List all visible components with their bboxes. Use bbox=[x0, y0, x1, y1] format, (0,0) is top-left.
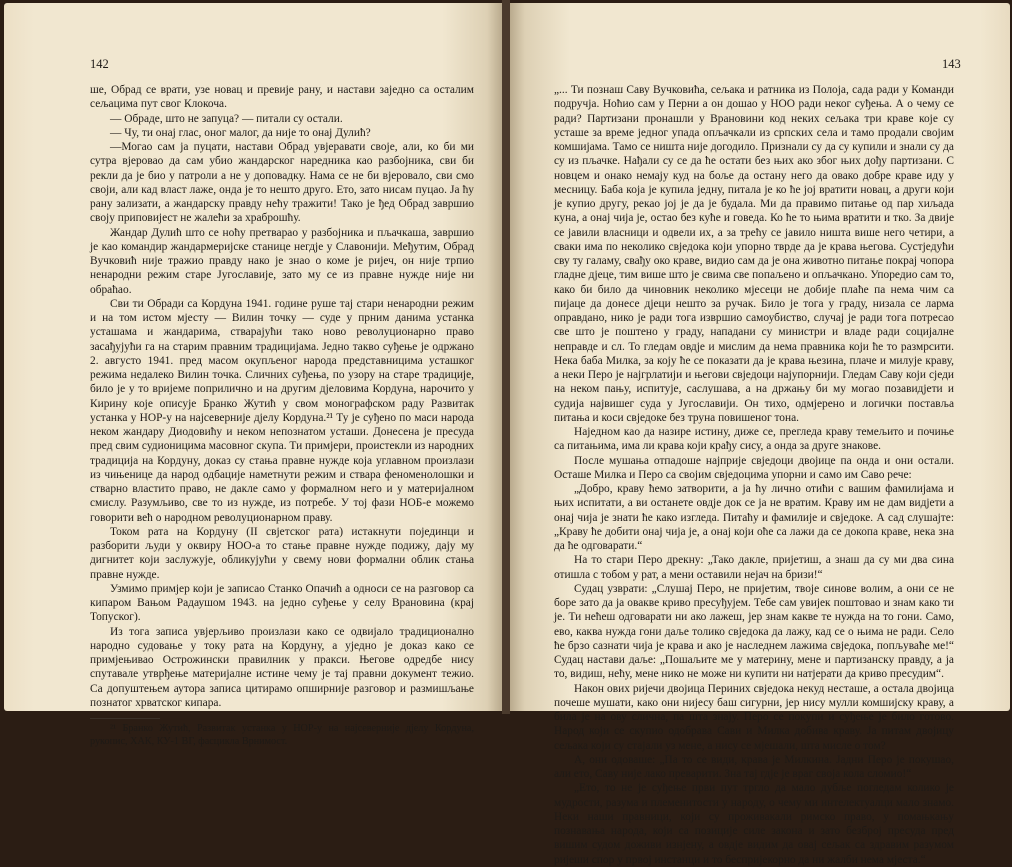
paragraph: После мушања отпадоше најприје свједоци двојице па онда и они остали. Осташе Милка и Перо са својим свједоцима упорни и само им Саво рече: bbox=[554, 454, 954, 481]
left-page bbox=[4, 3, 502, 747]
page-number: 143 bbox=[942, 57, 961, 71]
paragraph: ше, Обрад се врати, узе новац и превије рану, и настави заједно са осталим сељацима пут свог Клокоча. bbox=[90, 84, 474, 111]
paragraph: Узмимо примјер који је записао Станко Опачић а односи се на разговор са кипаром Вањом Радаушом 1943. на једно суђење у селу Врановина (крај Топуског). bbox=[90, 582, 474, 624]
dialogue-line: — Обраде, што не запуца? — питали су остали. bbox=[110, 112, 343, 125]
paragraph: Из тога записа увјерљиво произлази како се одвијало традиционално народно судовање у току рата на Кордуну, а уједно је доказ како се примјењивао Острожински правилник у пракси. Његове одредбе нису спутавале утврђење материјалне истине чему је тај правни документ тежио. Са допуштењем аутора записа цитирамо опширније разговор и размишљање познатог хрватског кипара. bbox=[90, 625, 474, 709]
left-page-body bbox=[90, 83, 474, 748]
paragraph: Сви ти Обради са Кордуна 1941. године руше тај стари ненародни режим и на том истом мјесту — Вилин точку — суде у прним данима устанка усташама и жандарима, стварајући тако ново револуционарно право засађујући га на старим правним традицијама. Једно такво суђење је одржано 2. августо 1941. пред масом окупљеног народа представницима усташког режима недалеко Вилин точка. Сличних суђења, по узору на старе традиције, било је у то вријеме поприлично и на другим дјеловима Кордуна, нарочито у Кирину које описује Бранко Жутић у свом монографском раду Развитак устанка у НОР-у на најсеверније дјелу Кордуна.²¹ Ту је суђено по маси народа неком жандару Диодовићу и неком непознатом усташи. Донесена је пресуда пред свим судионицима масовног скупа. Ти примјери, проистекли из народних традиција на Кордуну, доказ су стања правне нужде која углавном произлази из чињенице да народ одбације наметнути режим и ствара феноменолошки и стварно властито право, не дакле само у формалном него и у материјалном смислу. Разумљиво, све то из нужде, из потребе. У тој фази НОБ-е можемо говорити већ о народном револуционарном праву. bbox=[90, 297, 474, 524]
paragraph: —Могао сам ја пуцати, настави Обрад увјеравати своје, али, ко би ми сутра вјеровао да сам убио жандарског наредника као разбојника, сви би рекли да је био у патроли а не у доповадку. Нама се не би вјеровало, сви смо своји, али кад власт лаже, онда је то нешто друго. Ето, зато нисам пуцао. Ја ћу рану зализати, а жандарску правду нећу тражити! Тако је ђед Обрад завршио своју приповијест не жалећи за храброшћу. bbox=[90, 141, 474, 225]
paragraph: Судац узврати: „Слушај Перо, не пријетим, твоје синове волим, а они се не боре зато да ја овакве криво пресуђујем. Тебе сам увијек поштовао и знам како ти је. Ти нећеш одговарати ни ако лажеш, јер знам какве те нужда на то гони. Само, ево, каква нужда гони даље толико свједока да лажу, кад се о њима не ради. Село ће брзо сазнати чија је крава и ако је наследнем лажима свједока, попљуваће ме!“ Судац настави даље: „Пошаљите ме у материну, мене и партизанску правду, а ја то, видиш, нећу, мене нико не може ни купити ни натјерати да криво пресудим“. bbox=[554, 582, 954, 681]
paragraph: „Ето, то не је суђење први пут тргло да мало дубље погледам колико је мудрости, разума и племенитости у народу, о чему ми интелектуалци мало знамо. Неки наши правници, који су проживакали римско право, у помањкању познавања народа, који са позиције силе закона и зато безброј пресуда пред вишим судом доживи изнјену, а овдје видим да овај сељак са здравим разумом ријеши спор у првој инстанци и то беспријекорно да ни жалби нема мјеста.“ bbox=[554, 782, 954, 866]
book-gutter bbox=[502, 0, 510, 714]
paragraph: А, они одоваше: „Па то се види, крава је Милкина. Јадни Перо је покушао, али ето, Саву није лако преварити. Зна тај гдје је враг своја кола сломио!“ bbox=[554, 753, 954, 780]
paragraph: На то стари Перо дрекну: „Тако дакле, пријетиш, а знаш да су ми два сина отишла с тобом у рат, а мени оставили нејач на бризи!“ bbox=[554, 554, 954, 581]
paragraph: Жандар Дулић што се ноћу претварао у разбојника и пљачкаша, завршио је као командир жандармеријске станице негдје у Славонији. Међутим, Обрад Вучковић није тражио правду нако је знао о коме је ријеч, он није трпио ненародни режим старе Југославије, зато му се из правне нужде није ни обраћао. bbox=[90, 226, 474, 296]
right-page bbox=[510, 3, 1010, 866]
paragraph: „Добро, краву ћемо затворити, а ја ћу лично отићи с вашим фамилијама и њих испитати, а ви останете овдје док се ја не вратим. Краву им не дам видјети а онај чија је знати ће како изгледа. Питаћу и фамилије и свједоке. А сад слушајте: „Краву ће добити онај чија је, а онај који оће са лажи да се докопа краве, нека зна да ће одговарати.“ bbox=[554, 483, 954, 552]
paragraph: Наједнoм као да назире истину, диже се, прегледа краву темељито и почиње са питањима, има ли крава који крађу сису, а онда за друге знакове. bbox=[554, 426, 954, 453]
page-number: 142 bbox=[90, 57, 109, 71]
footnote: ²¹ Бранко Жутић, Развитак устанка у НОР-у на најсеверније дјелу Кордуна, рукопис, ХАК, КУ-1 ВГ, фасцикла Врнимост. bbox=[90, 723, 474, 747]
footnote-divider bbox=[90, 718, 160, 719]
paragraph: Током рата на Кордуну (II свјетског рата) истакнути појединци и разборити људи у оквиру НОО-а то стање правне нужде подижу, дају му дигнитет који заслужује, обликујући у свему нови формални облик стања правне нужде. bbox=[90, 525, 474, 581]
dialogue-line: — Чу, ти онај глас, оног малог, да није то онај Дулић? bbox=[110, 126, 371, 139]
paragraph: Након ових ријечи двојица Периних свједока некуд несташе, а остала двојица почеше мушати, како они нијесу баш сигурни, јер нису мулли комшијску краву, а била је на ову слична, па шта знају. Перо се покупи и суђење је било готово. Народ који се скупио одобрава Сави и Милка добива краву. Ја питам двојицу сељака који су стајали уз мене, а нису се мјешали, шта мисле о том? bbox=[554, 682, 954, 752]
right-page-body bbox=[554, 83, 954, 867]
paragraph: „... Ти познаш Саву Вучковића, сељака и ратника из Полоја, сада ради у Команди подручја. Ноћио сам у Перни а он дошао у НОО ради неког суђења. А о чему се ради? Партизани пронашли у Врановини код неких сељака три краве које су усташе за време једног упада опљачкали из српских села и тамо продали својим комшијама. Тамо се ништа није догодило. Признали су да су купили и знали су да су из пљачке. Нађали су се да ће остати без њих ако због њих дођу партизани. С новцем и онако немају куд на боље да остану него да овако добре краве иду у месницу. Баба која је купила једну, питала је ко ће јој вратити новац, а други који је купио другу, рекао јој је да је будала. Ми да правимо питање од пар хиљада куна, а онај чија је, остао без куће и говеда. Ко ће то њима вратити и тко. За двије се јавили власници и одвели их, а за трећу се јавило ништа више него четири, а сваки има по неколико свједока који упорно тврде да је крава његова. Сустједући сву ту галаму, свађу око краве, видио сам да је она животно питање покрај чопора гладне дјеце, тим више што је свима све попаљено и опљачкано. Упоредио сам то, како би било да чиновник неколико мјесеци не добије плаће па нема чим са пијаце да донесе дјеци нешто за ручак. Било је тога у граду, низала се ларма оправдано, нико је ради тога извршио самоубиство, случај је ради тога потресао све што је поштено у граду, нападани су министри и владе ради социјалне неправде и сл. То гледам овдје и мислим да нема правника који ће то размрсити. Нека баба Милка, за коју ће се показати да је крава њезина, плаче и милује краву, а неки Перо је најгрлатији и његови свједоци најупорнији. Гледам Саву који сједи на неком пању, испитује, саслушава, а на држању би му могао позавидјети и судија највишег суда у Југославији. Он тихо, одмјерено и логички поставља питања и коси свједоке без труна повишеног тона. bbox=[554, 84, 954, 424]
